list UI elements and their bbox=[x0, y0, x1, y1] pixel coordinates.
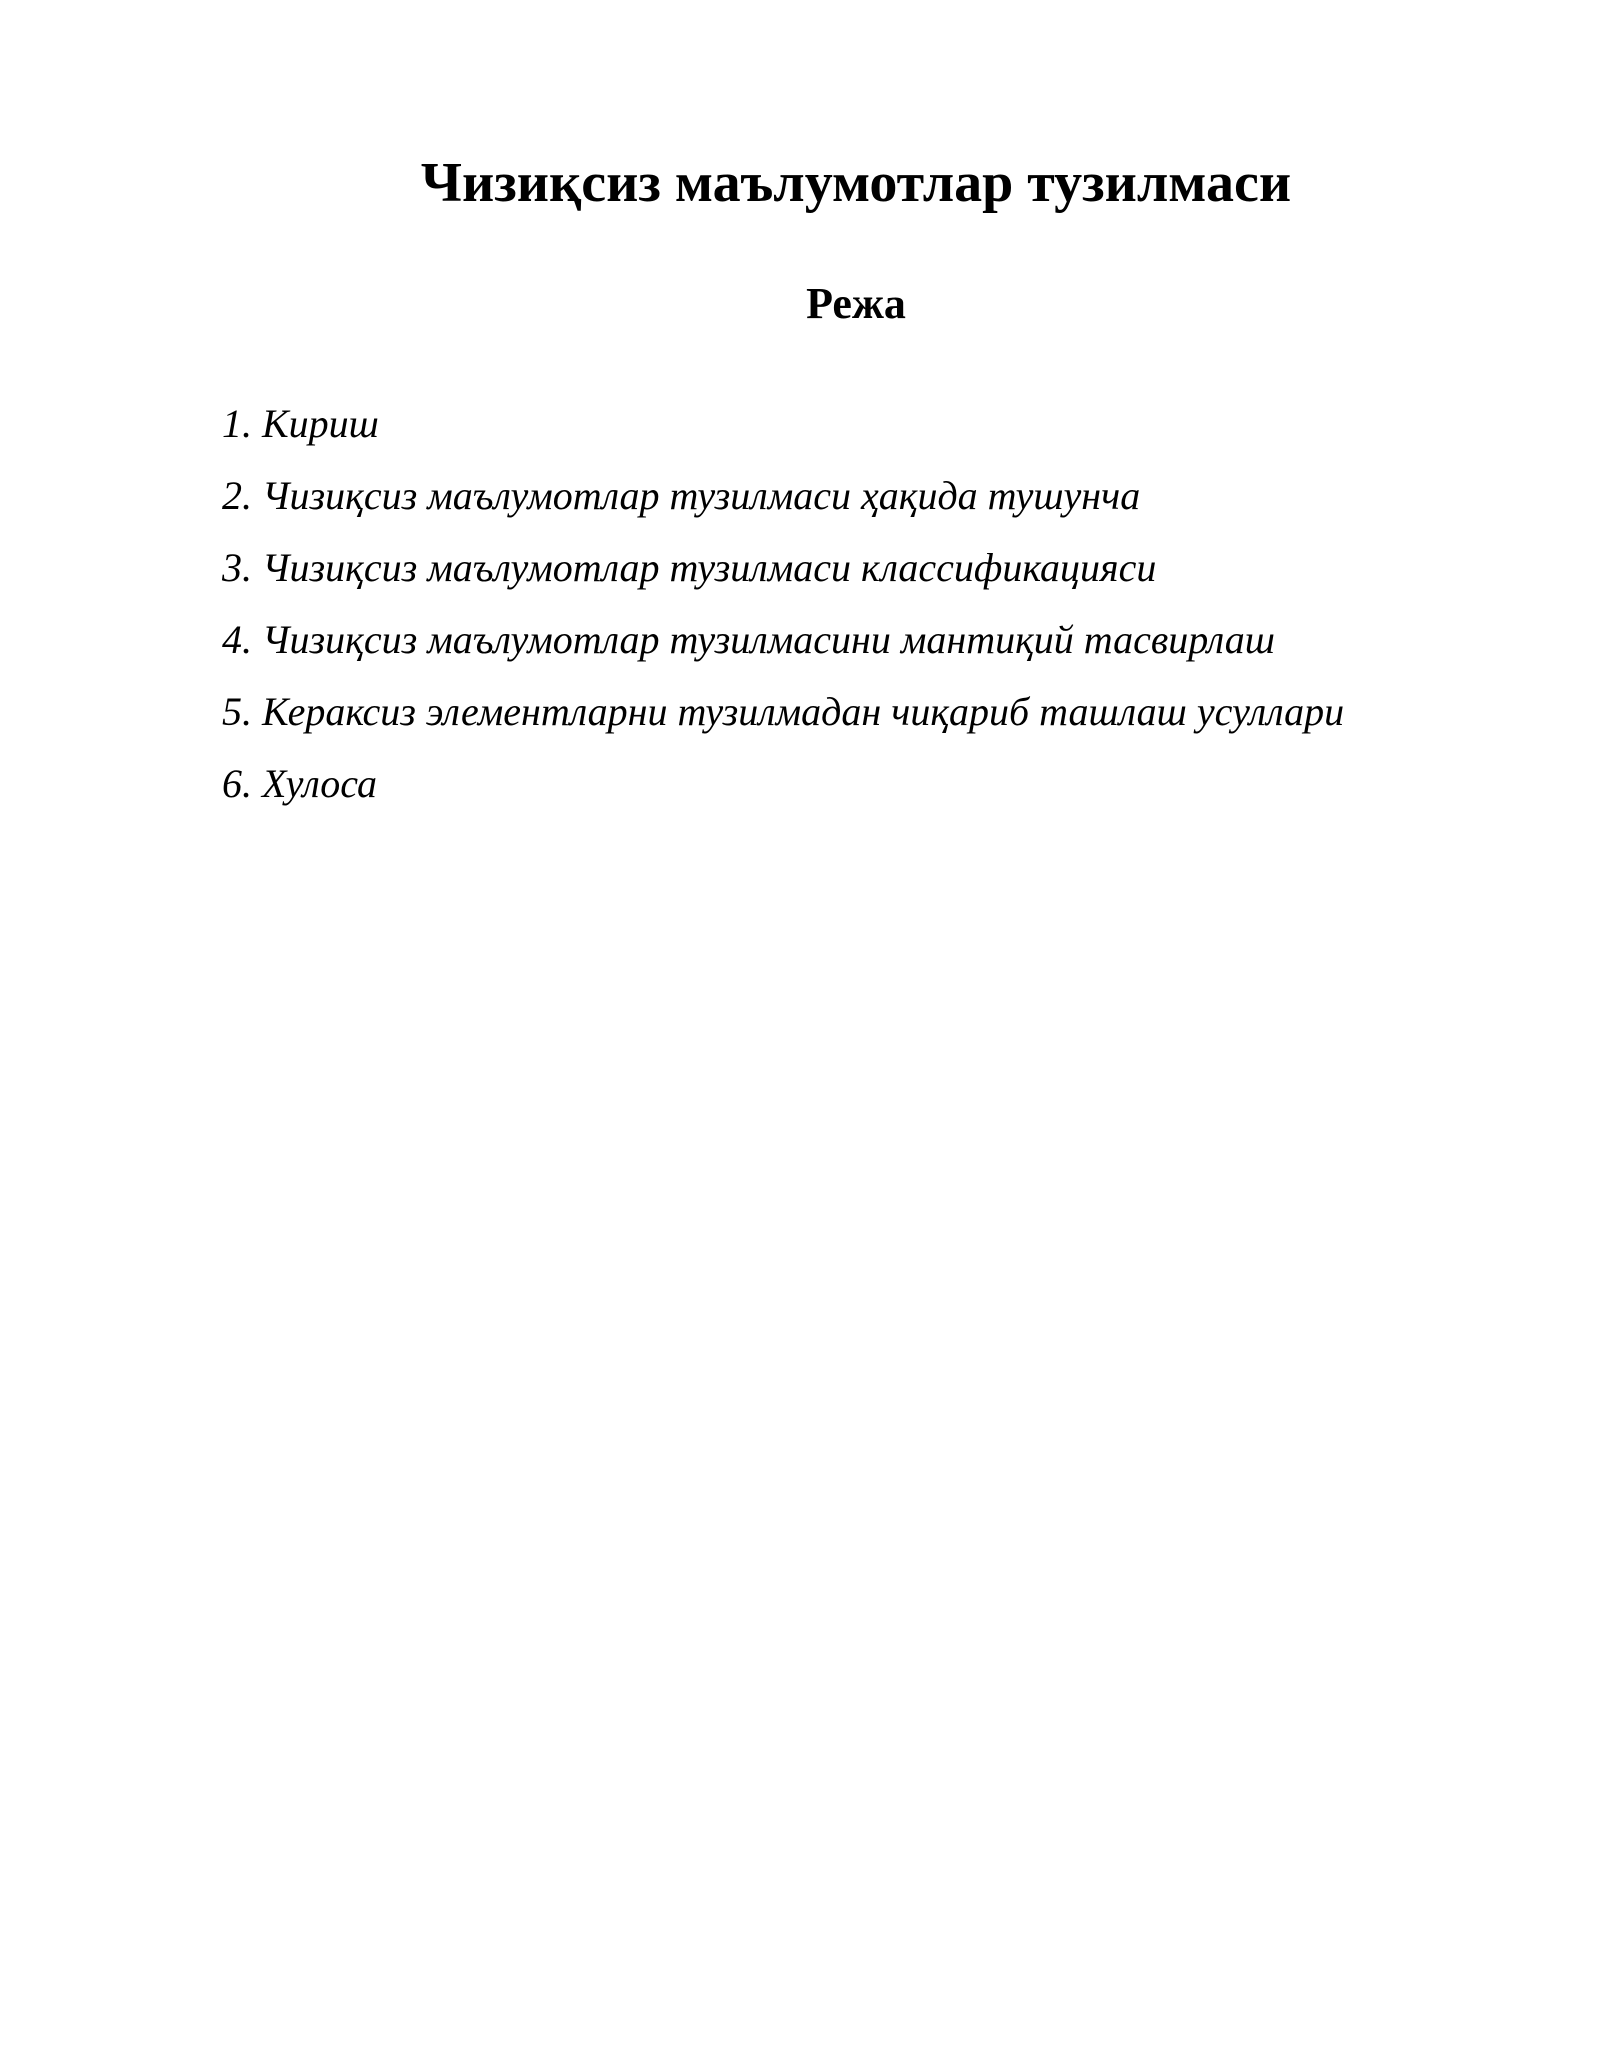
document-title: Чизиқсиз маълумотлар тузилмаси bbox=[420, 152, 1292, 214]
plan-list bbox=[222, 388, 1344, 820]
plan-item-5: 5. Кераксиз элементларни тузилмадан чиқариб ташлаш усуллари bbox=[222, 689, 1345, 734]
plan-item-6: 6. Хулоса bbox=[222, 761, 377, 806]
plan-item-3: 3. Чизиқсиз маълумотлар тузилмаси классификацияси bbox=[222, 545, 1157, 590]
plan-item-1: 1. Кириш bbox=[222, 401, 379, 446]
plan-item-4: 4. Чизиқсиз маълумотлар тузилмасини мантиқий тасвирлаш bbox=[222, 617, 1275, 662]
plan-heading: Режа bbox=[806, 279, 906, 328]
plan-item-2: 2. Чизиқсиз маълумотлар тузилмаси ҳақида тушунча bbox=[222, 473, 1141, 518]
